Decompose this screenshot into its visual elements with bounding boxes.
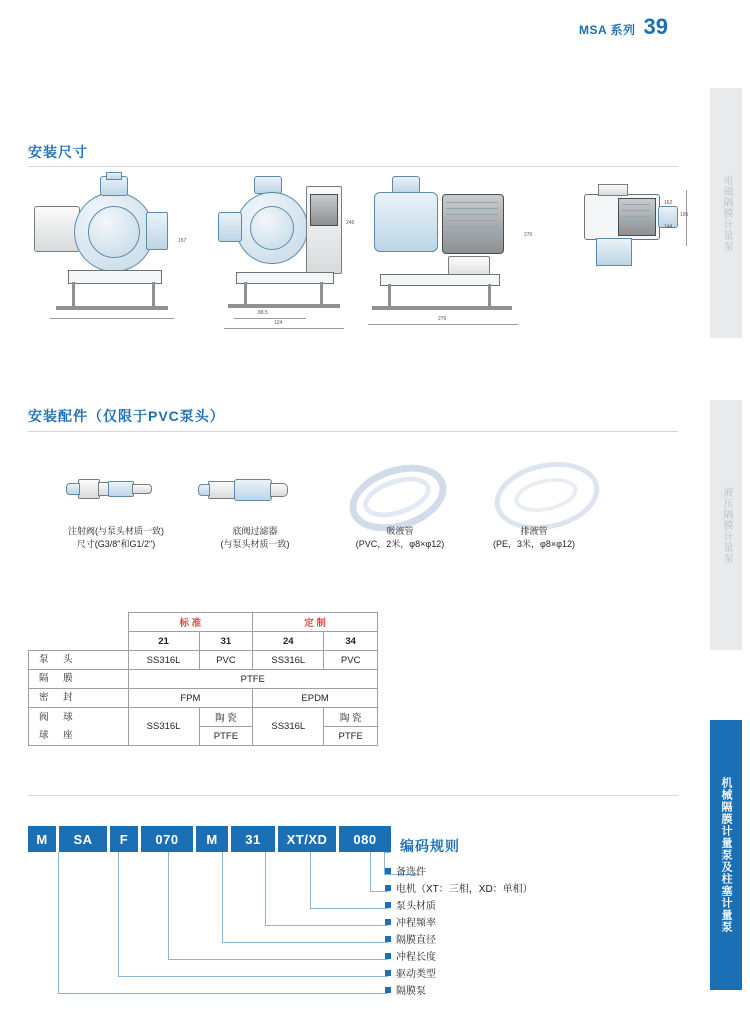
row-label-ball-seat: 球 座	[39, 729, 79, 741]
legend-item-stroke-length	[385, 947, 685, 964]
legend-item-optional-parts	[385, 862, 685, 879]
caption-line-1: 注射阀(与泵头材质一致)	[68, 526, 164, 536]
section-title-accessories: 安装配件（仅限于PVC泵头）	[28, 408, 225, 424]
caption-line-2: (PVC，2米，φ8×φ12)	[355, 539, 445, 549]
row-label-valve-ball: 阀 球	[39, 711, 79, 723]
section-title-install-dimensions: 安装尺寸	[28, 144, 88, 160]
caption-line-2: 尺寸(G3/8"和G1/2")	[76, 539, 156, 549]
cell-valve-ball-21: SS316L	[128, 708, 199, 746]
code-cell-m2: M	[196, 826, 228, 852]
sidebar-item-label: 液压隔膜计量泵	[721, 486, 732, 564]
row-label-valve-ball-seat	[29, 708, 129, 746]
series-label: MSA 系列	[578, 23, 636, 37]
sidebar-item-label: 机械隔膜计量泵及柱塞计量泵	[720, 777, 732, 933]
code-cell-f: F	[110, 826, 138, 852]
coding-cells	[28, 826, 688, 852]
bullet-icon	[385, 987, 391, 993]
caption-line-2: (与泵头材质一致)	[220, 539, 290, 549]
legend-label: 电机（XT：三相，XD：单相）	[396, 884, 533, 895]
caption-line-1: 底阀过滤器	[232, 526, 278, 536]
accessory-injection-valve	[40, 457, 190, 527]
table-row-group-header	[29, 613, 378, 632]
caption-line-2: (PE，3米，φ8×φ12)	[493, 539, 575, 549]
table-row-code	[29, 632, 378, 651]
sidebar-item-electromagnetic[interactable]	[710, 88, 742, 338]
code-31: 31	[199, 632, 253, 651]
legend-label: 备选件	[396, 867, 426, 878]
cell-seal-standard: FPM	[128, 689, 253, 708]
accessory-discharge-tube	[468, 447, 628, 527]
divider-accessories	[28, 431, 678, 432]
accessory-caption-foot-valve	[170, 525, 340, 551]
legend-label: 冲程频率	[396, 918, 436, 929]
cell-diaphragm-all: PTFE	[128, 670, 378, 689]
cell-pump-head-34: PVC	[324, 651, 378, 670]
cell-ball-seat-31: PTFE	[199, 727, 253, 746]
legend-label: 隔膜直径	[396, 935, 436, 946]
code-34: 34	[324, 632, 378, 651]
bullet-icon	[385, 868, 391, 874]
bullet-icon	[385, 953, 391, 959]
cell-pump-head-21: SS316L	[128, 651, 199, 670]
code-21: 21	[128, 632, 199, 651]
drawing-side-view-2	[358, 172, 548, 347]
dimension-drawings	[28, 172, 689, 352]
bullet-icon	[385, 936, 391, 942]
sidebar-item-hydraulic[interactable]	[710, 400, 742, 650]
legend-label: 冲程长度	[396, 952, 436, 963]
table-row	[29, 670, 378, 689]
accessory-suction-tube	[318, 447, 478, 527]
dimension-value: 162	[664, 200, 673, 206]
legend-item-motor	[385, 879, 685, 896]
group-header-custom: 定 制	[253, 613, 378, 632]
accessory-foot-valve-filter	[178, 457, 328, 527]
sidebar-item-label: 电磁隔膜计量泵	[721, 174, 732, 252]
accessory-caption-discharge-tube	[426, 525, 642, 551]
row-label-diaphragm: 隔 膜	[29, 670, 129, 689]
cell-valve-ball-24: SS316L	[253, 708, 324, 746]
code-24: 24	[253, 632, 324, 651]
legend-item-stroke-frequency	[385, 913, 685, 930]
dimension-value: 124	[274, 320, 283, 326]
material-table	[28, 612, 378, 746]
page-header	[579, 14, 668, 40]
drawing-side-view-1	[28, 172, 193, 347]
code-cell-m: M	[28, 826, 56, 852]
row-label-pump-head: 泵 头	[29, 651, 129, 670]
group-header-standard: 标 准	[128, 613, 253, 632]
cell-valve-ball-34: 陶 瓷	[324, 708, 378, 727]
code-cell-sa: SA	[59, 826, 107, 852]
code-cell-31: 31	[231, 826, 275, 852]
bullet-icon	[385, 902, 391, 908]
legend-label: 驱动类型	[396, 969, 436, 980]
dimension-value: 144	[664, 224, 673, 230]
sidebar	[702, 0, 750, 1035]
cell-seal-custom: EPDM	[253, 689, 378, 708]
sidebar-item-mechanical[interactable]	[710, 720, 742, 990]
divider-coding	[28, 795, 678, 796]
bullet-icon	[385, 919, 391, 925]
dimension-value: 157	[178, 238, 187, 244]
coding-rule-title: 编码规则	[400, 838, 460, 854]
legend-label: 泵头材质	[396, 901, 436, 912]
drawing-top-view	[568, 172, 708, 347]
cell-ball-seat-34: PTFE	[324, 727, 378, 746]
table-row	[29, 708, 378, 727]
dimension-value: 246	[346, 220, 355, 226]
table-row	[29, 651, 378, 670]
bullet-icon	[385, 970, 391, 976]
legend-item-diaphragm-diameter	[385, 930, 685, 947]
legend-item-drive-type	[385, 964, 685, 981]
legend-item-pump-head-material	[385, 896, 685, 913]
dimension-value: 276	[438, 316, 447, 322]
caption-line-1: 吸液管	[386, 526, 414, 536]
cell-pump-head-24: SS316L	[253, 651, 324, 670]
row-label-seal: 密 封	[29, 689, 129, 708]
cell-pump-head-31: PVC	[199, 651, 253, 670]
bullet-icon	[385, 885, 391, 891]
page-number: 39	[643, 14, 668, 39]
dimension-value: 195	[680, 212, 689, 218]
coding-rule-block	[28, 826, 688, 852]
code-cell-070: 070	[141, 826, 193, 852]
dimension-value: 88.5	[258, 310, 268, 316]
code-blank	[29, 632, 129, 651]
legend-item-diaphragm-pump	[385, 981, 685, 998]
legend-label: 隔膜泵	[396, 986, 426, 997]
coding-legend	[385, 862, 685, 998]
cell-valve-ball-31: 陶 瓷	[199, 708, 253, 727]
code-cell-080: 080	[339, 826, 391, 852]
dimension-value: 270	[524, 232, 533, 238]
accessories-gallery	[28, 437, 678, 557]
group-header-blank	[29, 613, 129, 632]
caption-line-1: 排液管	[520, 526, 548, 536]
divider-install	[28, 166, 678, 167]
code-cell-xtxd: XT/XD	[278, 826, 336, 852]
table-row	[29, 689, 378, 708]
drawing-front-view	[210, 172, 365, 347]
